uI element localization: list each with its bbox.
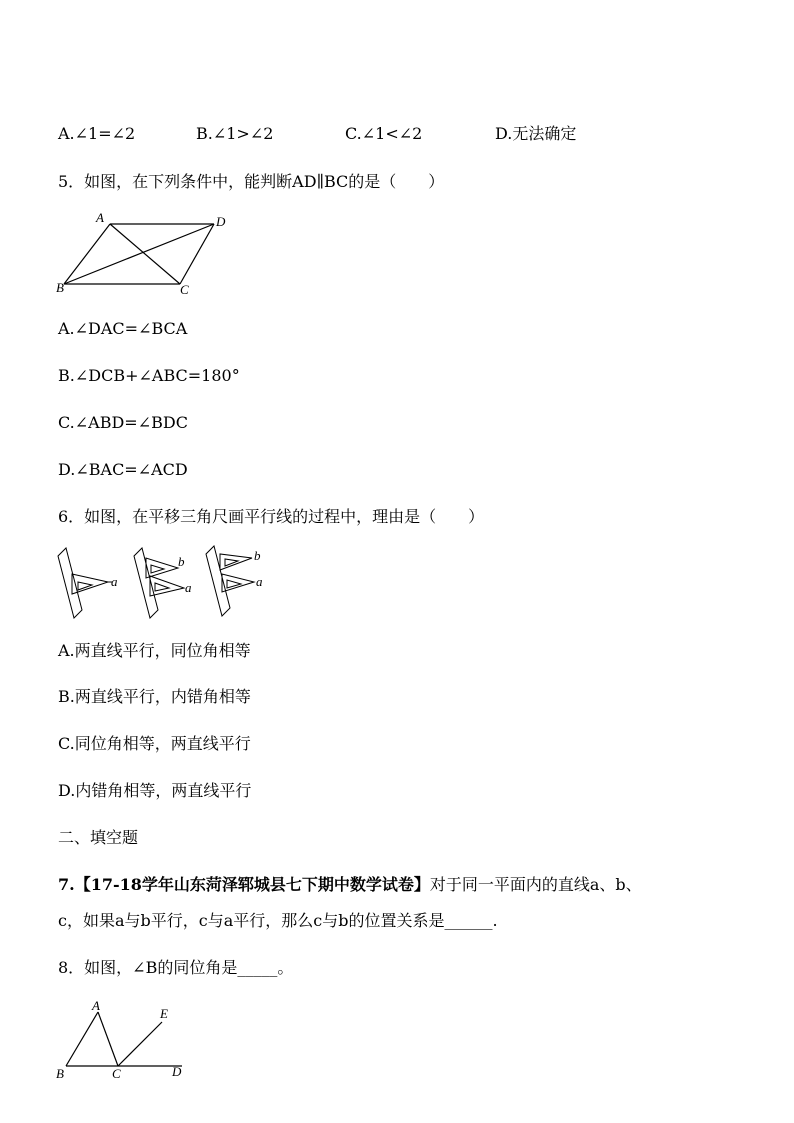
q6-triangle-ruler-figure — [54, 544, 274, 620]
q7-text-line1: 对于同一平面内的直线a、b、 — [429, 875, 642, 894]
q6-panel2-label-a: a — [185, 580, 192, 595]
q5-option-d: D.∠BAC=∠ACD — [58, 460, 188, 479]
q7-source: 【17-18学年山东菏泽郓城县七下期中数学试卷】 — [74, 875, 430, 894]
q8-label-a: A — [92, 1000, 100, 1013]
q6-option-c: C.同位角相等，两直线平行 — [58, 734, 251, 753]
q4-option-c: C.∠1<∠2 — [345, 124, 423, 143]
q8-ray-ce — [118, 1022, 162, 1066]
q8-stem: 8．如图，∠B的同位角是_____。 — [58, 958, 294, 977]
q6-panel3-label-a: a — [256, 574, 263, 589]
q5-side-dc — [180, 224, 214, 284]
q8-label-c: C — [112, 1066, 121, 1081]
q6-option-d: D.内错角相等，两直线平行 — [58, 781, 252, 800]
q5-parallelogram-figure — [54, 208, 234, 300]
q4-option-a: A.∠1=∠2 — [58, 124, 136, 143]
q8-side-ac — [98, 1012, 118, 1066]
q6-stem: 6．如图，在平移三角尺画平行线的过程中，理由是（ ） — [58, 507, 485, 526]
q7-text-line2: c，如果a与b平行，c与a平行，那么c与b的位置关系是______. — [58, 911, 498, 930]
q5-option-a: A.∠DAC=∠BCA — [58, 319, 188, 338]
q6-option-a: A.两直线平行，同位角相等 — [58, 641, 251, 660]
q5-stem: 5．如图，在下列条件中，能判断AD∥BC的是（ ） — [58, 172, 445, 191]
q6-panel1-label-a: a — [111, 574, 118, 589]
q8-label-d: D — [172, 1064, 182, 1079]
q6-ruler-3 — [206, 546, 230, 616]
q7-line1 — [58, 875, 642, 895]
q8-side-ab — [66, 1012, 98, 1066]
q6-panel2-label-b: b — [178, 554, 185, 569]
q5-label-d: D — [216, 214, 226, 229]
q5-option-c: C.∠ABD=∠BDC — [58, 413, 188, 432]
q7-number: 7. — [58, 875, 75, 894]
q5-label-b: B — [56, 280, 64, 295]
q6-panel3-label-b: b — [254, 548, 261, 563]
q8-label-b: B — [56, 1066, 64, 1081]
q8-figure — [54, 1000, 204, 1086]
q8-label-e: E — [160, 1006, 168, 1021]
q4-option-d: D.无法确定 — [495, 124, 577, 143]
q4-option-b: B.∠1>∠2 — [196, 124, 274, 143]
q5-diagonal-ac — [110, 224, 180, 284]
q6-option-b: B.两直线平行，内错角相等 — [58, 687, 251, 706]
q5-label-c: C — [180, 282, 189, 297]
section-title-fill-in: 二、填空题 — [58, 828, 139, 847]
q5-option-b: B.∠DCB+∠ABC=180° — [58, 366, 240, 385]
q5-label-a: A — [96, 210, 104, 225]
